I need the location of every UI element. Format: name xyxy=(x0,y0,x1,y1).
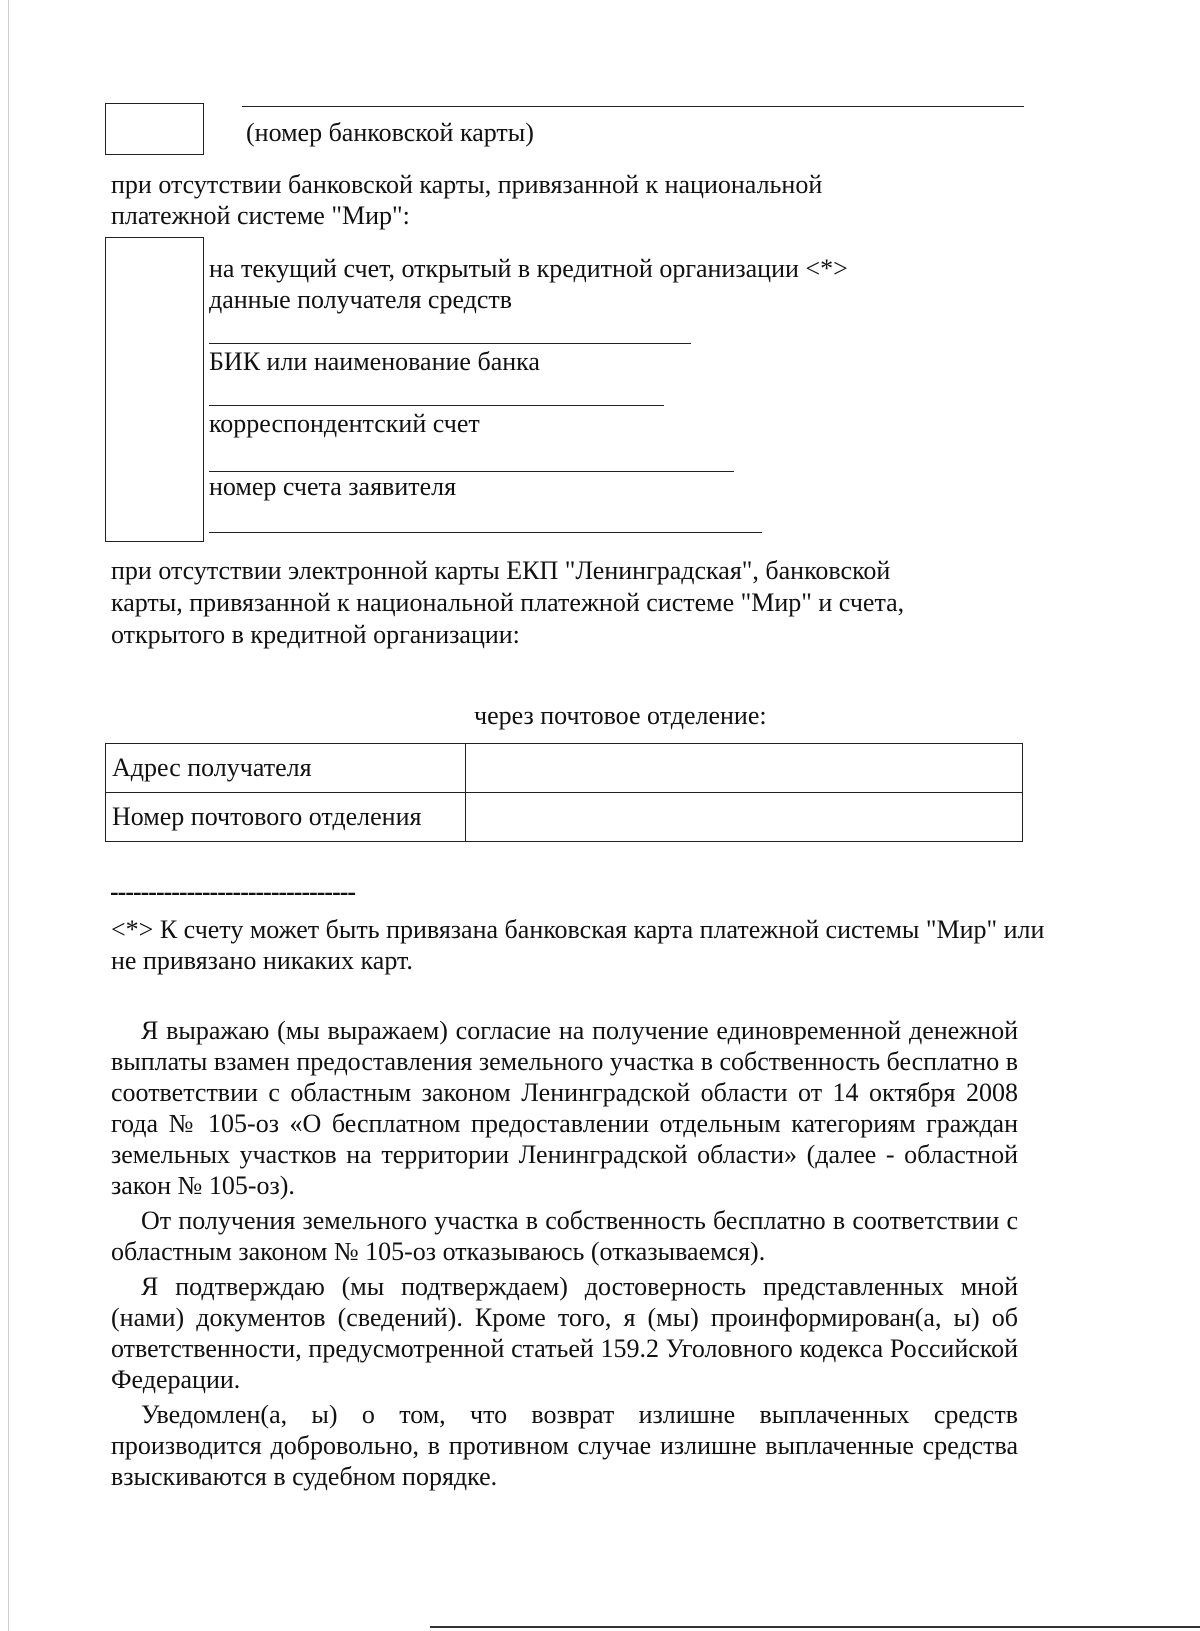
corr-account-label: корреспондентский счет xyxy=(209,409,480,438)
recipient-data-field-line[interactable] xyxy=(209,343,691,344)
card-number-checkbox[interactable] xyxy=(105,103,204,155)
recipient-address-field[interactable] xyxy=(466,744,1023,793)
card-number-label: (номер банковской карты) xyxy=(246,118,534,147)
table-row xyxy=(106,744,1023,793)
applicant-account-label: номер счета заявителя xyxy=(209,472,457,501)
bik-field-line[interactable] xyxy=(209,405,664,406)
recipient-address-label: Адрес получателя xyxy=(106,744,466,793)
current-account-checkbox[interactable] xyxy=(105,237,204,542)
confirmation-statement: Я подтверждаю (мы подтверждаем) достоверность представленных мной (нами) документов (сведений). Кроме того, я (мы) проинформирован(а, ы) об ответственности, предусмотренной статьей 159.2 Уголовного кодекса Российской Федерации. xyxy=(111,1272,1018,1394)
post-office-number-field[interactable] xyxy=(466,793,1023,842)
no-account-note-line-1: при отсутствии электронной карты ЕКП "Ленинградская", банковской xyxy=(111,556,891,585)
notification-statement: Уведомлен(а, ы) о том, что возврат излишне выплаченных средств производится добровольно, в противном случае излишне выплаченные средства взыскиваются в судебном порядке. xyxy=(111,1400,1018,1491)
current-account-title: на текущий счет, открытый в кредитной организации <*> xyxy=(209,254,848,283)
bottom-edge-line xyxy=(430,1626,1200,1628)
footnote-separator: -------------------------------- xyxy=(110,877,356,906)
no-account-note-line-2: карты, привязанной к национальной платежной системе "Мир" и счета, xyxy=(111,588,905,617)
post-office-table xyxy=(105,743,1023,842)
applicant-account-field-line[interactable] xyxy=(209,532,762,533)
no-card-note-line-2: платежной системе "Мир": xyxy=(111,201,410,230)
scan-edge-line xyxy=(8,0,9,1631)
consent-statement: Я выражаю (мы выражаем) согласие на получение единовременной денежной выплаты взамен предоставления земельного участка в собственность бесплатно в соответствии с областным законом Ленинградской области от 14 октября 2008 года № 105-оз «О бесплатном предоставлении отдельным категориям граждан земельных участков на территории Ленинградской области» (далее - областной закон № 105-оз). xyxy=(111,1016,1018,1200)
card-number-field-line[interactable] xyxy=(242,106,1024,107)
refusal-statement: От получения земельного участка в собственность бесплатно в соответствии с областным законом № 105-оз отказываюсь (отказываемся). xyxy=(111,1206,1018,1266)
bik-label: БИК или наименование банка xyxy=(209,347,540,376)
recipient-data-label: данные получателя средств xyxy=(209,285,513,314)
post-section-title: через почтовое отделение: xyxy=(474,701,767,730)
no-account-note-line-3: открытого в кредитной организации: xyxy=(111,620,520,649)
table-row xyxy=(106,793,1023,842)
footnote-line-1: <*> К счету может быть привязана банковская карта платежной системы "Мир" или xyxy=(111,915,1045,944)
footnote-line-2: не привязано никаких карт. xyxy=(111,946,413,975)
post-office-number-label: Номер почтового отделения xyxy=(106,793,466,842)
statements-block xyxy=(111,1015,1018,1496)
no-card-note-line-1: при отсутствии банковской карты, привязанной к национальной xyxy=(111,170,823,199)
